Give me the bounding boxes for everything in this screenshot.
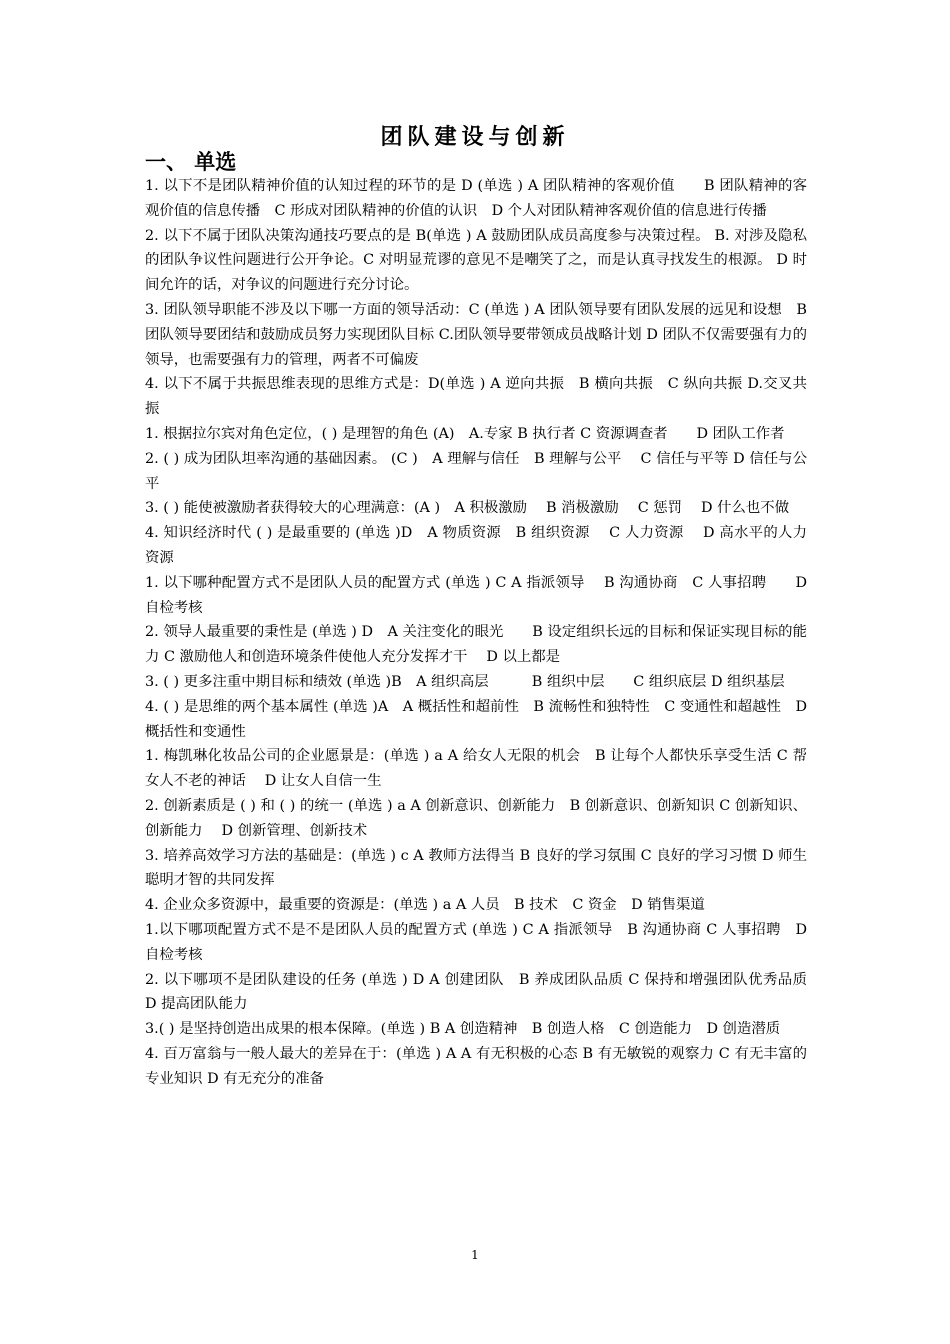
- question-item: 2. 以下不属于团队决策沟通技巧要点的是 B(单选 ) A 鼓励团队成员高度参与决策过程。 B. 对涉及隐私的团队争议性问题进行公开争论。C 对明显荒谬的意见不是嘲笑了之，而是认真寻找发生的根源。 D 时间允许的话，对争议的问题进行充分讨论。: [145, 227, 807, 294]
- question-item: 3. 团队领导职能不涉及以下哪一方面的领导活动：C (单选 ) A 团队领导要有团队发展的远见和设想 B 团队领导要团结和鼓励成员努力实现团队目标 C.团队领导要带领成员战略计划 D 团队不仅需要强有力的领导，也需要强有力的管理，两者不可偏废: [145, 301, 807, 368]
- question-item: 4. 百万富翁与一般人最大的差异在于：(单选 ) A A 有无积极的心态 B 有无敏锐的观察力 C 有无丰富的专业知识 D 有无充分的准备: [145, 1045, 807, 1087]
- page-number: 1: [471, 1248, 479, 1262]
- question-item: 4. 企业众多资源中，最重要的资源是：(单选 ) a A 人员 B 技术 C 资金 D 销售渠道: [145, 897, 705, 914]
- question-item: 1. 梅凯琳化妆品公司的企业愿景是：(单选 ) a A 给女人无限的机会 B 让每个人都快乐享受生活 C 帮女人不老的神话 D 让女人自信一生: [145, 748, 807, 790]
- question-item: 3.( ) 是坚持创造出成果的根本保障。(单选 ) B A 创造精神 B 创造人格 C 创造能力 D 创造潜质: [145, 1021, 781, 1038]
- question-item: 2. 创新素质是 ( ) 和 ( ) 的统一 (单选 ) a A 创新意识、创新能力 B 创新意识、创新知识 C 创新知识、创新能力 D 创新管理、创新技术: [145, 797, 807, 839]
- question-item: 4. 以下不属于共振思维表现的思维方式是：D(单选 ) A 逆向共振 B 横向共振 C 纵向共振 D.交叉共振: [145, 376, 807, 418]
- question-item: 3. ( ) 更多注重中期目标和绩效 (单选 )B A 组织高层 B 组织中层 C 组织底层 D 组织基层: [145, 673, 785, 690]
- section-heading: 一、 单选: [145, 149, 237, 174]
- question-item: 2. 领导人最重要的秉性是 (单选 ) D A 关注变化的眼光 B 设定组织长远的目标和保证实现目标的能力 C 激励他人和创造环境条件使他人充分发挥才干 D 以上都是: [145, 624, 807, 666]
- question-item: 4. ( ) 是思维的两个基本属性 (单选 )A A 概括性和超前性 B 流畅性和独特性 C 变通性和超越性 D 概括性和变通性: [145, 698, 807, 740]
- question-item: 4. 知识经济时代 ( ) 是最重要的 (单选 )D A 物质资源 B 组织资源 C 人力资源 D 高水平的人力资源: [145, 525, 807, 566]
- question-item: 2. 以下哪项不是团队建设的任务 (单选 ) D A 创建团队 B 养成团队品质 C 保持和增强团队优秀品质 D 提高团队能力: [145, 971, 822, 1013]
- question-item: 2. ( ) 成为团队坦率沟通的基础因素。 (C ) A 理解与信任 B 理解与公平 C 信任与平等 D 信任与公平: [145, 450, 807, 492]
- question-item: 3. ( ) 能使被激励者获得较大的心理满意：(A ) A 积极激励 B 消极激励 C 惩罚 D 什么也不做: [145, 500, 790, 517]
- question-item: 1. 以下不是团队精神价值的认知过程的环节的是 D (单选 ) A 团队精神的客观价值 B 团队精神的客观价值的信息传播 C 形成对团队精神的价值的认识 D 个人对团队精神客观价值的信息进行传播: [145, 178, 807, 219]
- question-list: [145, 174, 822, 1091]
- question-item: 3. 培养高效学习方法的基础是：(单选 ) c A 教师方法得当 B 良好的学习氛围 C 良好的学习习惯 D 师生聪明才智的共同发挥: [145, 847, 807, 889]
- question-item: 1. 以下哪种配置方式不是团队人员的配置方式 (单选 ) C A 指派领导 B 沟通协商 C 人事招聘 D 自检考核: [145, 574, 807, 616]
- question-item: 1. 根据拉尔宾对角色定位，( ) 是理智的角色 (A) A.专家 B 执行者 C 资源调查者 D 团队工作者: [145, 425, 785, 442]
- question-item: 1.以下哪项配置方式不是不是团队人员的配置方式 (单选 ) C A 指派领导 B 沟通协商 C 人事招聘 D 自检考核: [145, 921, 807, 963]
- page-title: 团队建设与创新: [380, 124, 570, 150]
